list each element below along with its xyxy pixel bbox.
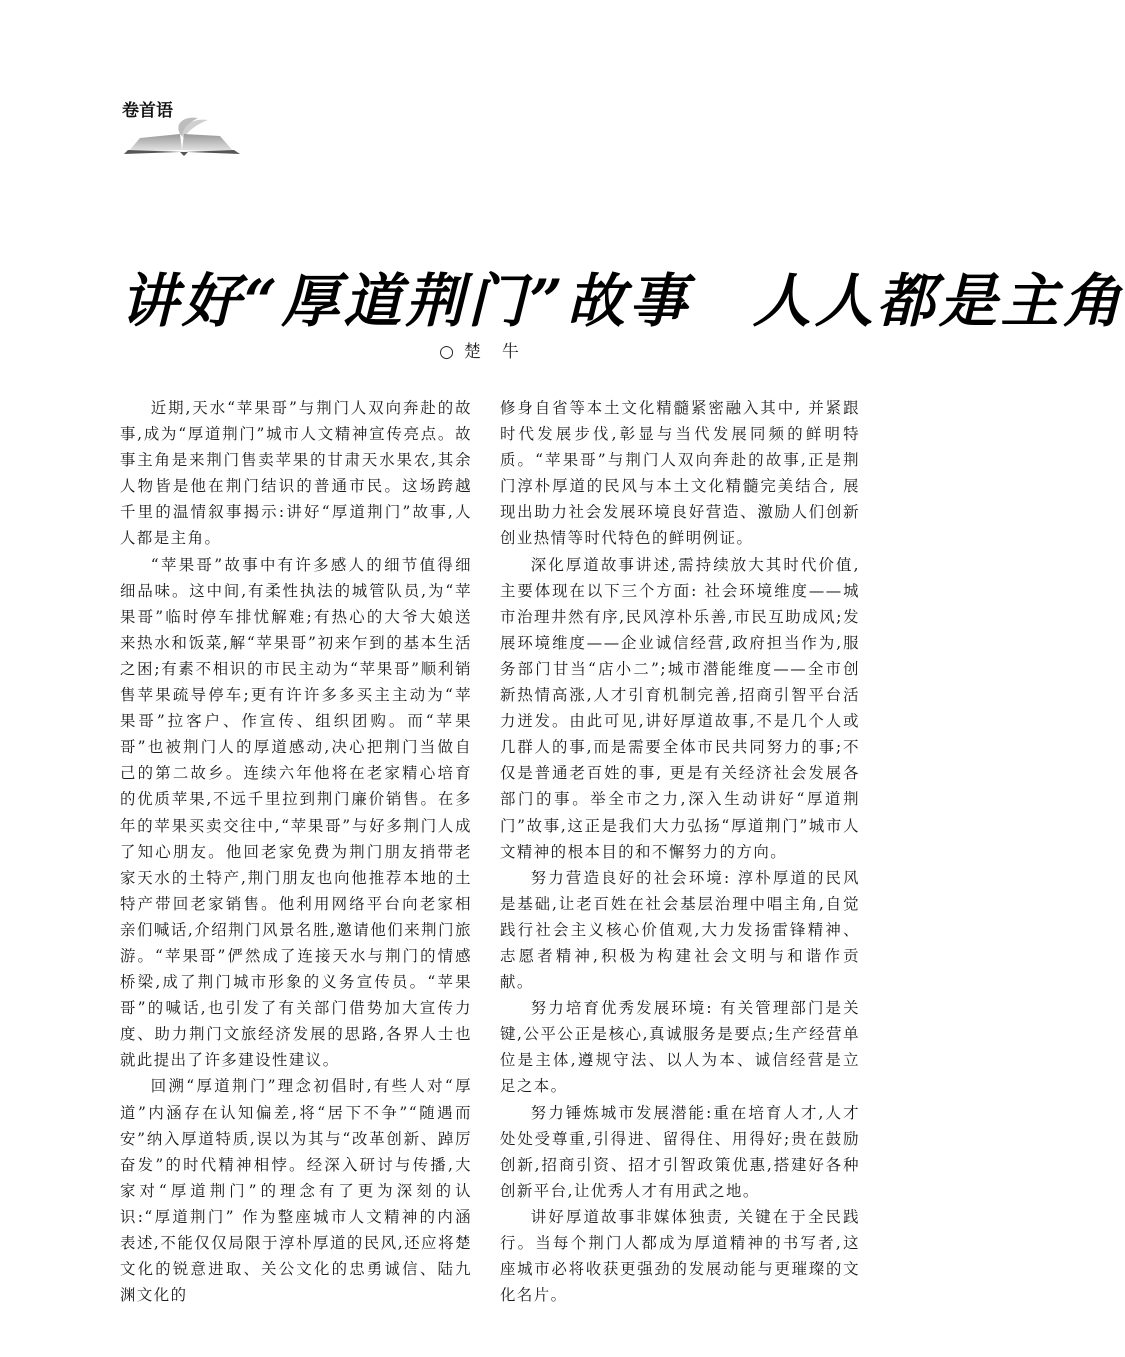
author-mark: ○ (439, 342, 456, 362)
section-label: 卷首语 (122, 101, 173, 121)
paragraph: 深化厚道故事讲述,需持续放大其时代价值,主要体现在以下三个方面: 社会环境维度——城市治理井然有序,民风淳朴乐善,市民互助成风;发展环境维度——企业诚信经营,政府担当作为,服务部门甘当“店小二”;城市潜能维度——全市创新热情高涨,人才引育机制完善,招商引智平台活力迸发。由此可见,讲好厚道故事,不是几个人或几群人的事,而是需要全体市民共同努力的事;不仅是普通老百姓的事, 更是有关经济社会发展各部门的事。举全市之力,深入生动讲好“厚道荆门”故事,这正是我们大力弘扬“厚道荆门”城市人文精神的根本目的和不懈努力的方向。 (500, 555, 860, 861)
open-book-icon (122, 112, 242, 158)
paragraph: 讲好厚道故事非媒体独责, 关键在于全民践行。当每个荆门人都成为厚道精神的书写者,这座城市必将收获更强劲的发展动能与更璀璨的文化名片。 (500, 1207, 860, 1305)
left-column (120, 395, 472, 1308)
paragraph-continued: 修身自省等本土文化精髓紧密融入其中, 并紧跟时代发展步伐,彰显与当代发展同频的鲜明特质。“苹果哥”与荆门人双向奔赴的故事,正是荆门淳朴厚道的民风与本土文化精髓完美结合, 展现出助力社会发展环境良好营造、激励人们创新创业热情等时代特色的鲜明例证。 (500, 399, 860, 548)
paragraph: “苹果哥”故事中有许多感人的细节值得细细品味。这中间,有柔性执法的城管队员,为“苹果哥”临时停车排忧解难;有热心的大爷大娘送来热水和饭菜,解“苹果哥”初来乍到的基本生活之困;有素不相识的市民主动为“苹果哥”顺利销售苹果疏导停车;更有许许多多买主主动为“苹果哥”拉客户、作宣传、组织团购。而“苹果哥”也被荆门人的厚道感动,决心把荆门当做自己的第二故乡。连续六年他将在老家精心培育的优质苹果,不远千里拉到荆门廉价销售。在多年的苹果买卖交往中,“苹果哥”与好多荆门人成了知心朋友。他回老家免费为荆门朋友捎带老家天水的土特产,荆门朋友也向他推荐本地的土特产带回老家销售。他利用网络平台向老家相亲们喊话,介绍荆门风景名胜,邀请他们来荆门旅游。“苹果哥”俨然成了连接天水与荆门的情感桥梁,成了荆门城市形象的义务宣传员。“苹果哥”的喊话,也引发了有关部门借势加大宣传力度、助力荆门文旅经济发展的思路,各界人士也就此提出了许多建设性建议。 (120, 555, 472, 1070)
article-title: 讲好“厚道荆门”故事 人人都是主角 (120, 266, 1125, 335)
paragraph: 回溯“厚道荆门”理念初倡时,有些人对“厚道”内涵存在认知偏差,将“居下不争”“随遇而安”纳入厚道特质,误以为其与“改革创新、踔厉奋发”的时代精神相悖。经深入研讨与传播,大家对“厚道荆门”的理念有了更为深刻的认识:“厚道荆门” 作为整座城市人文精神的内涵表述,不能仅仅局限于淳朴厚道的民风,还应将楚文化的锐意进取、关公文化的忠勇诚信、陆九渊文化的 (120, 1077, 472, 1305)
right-column (500, 395, 860, 1308)
paragraph: 努力营造良好的社会环境: 淳朴厚道的民风是基础,让老百姓在社会基层治理中唱主角,自觉践行社会主义核心价值观,大力发扬雷锋精神、志愿者精神,积极为构建社会文明与和谐作贡献。 (500, 868, 860, 992)
paragraph: 近期,天水“苹果哥”与荆门人双向奔赴的故事,成为“厚道荆门”城市人文精神宣传亮点。故事主角是来荆门售卖苹果的甘肃天水果农,其余人物皆是他在荆门结识的普通市民。这场跨越千里的温情叙事揭示:讲好“厚道荆门”故事,人人都是主角。 (120, 399, 472, 548)
paragraph: 努力锤炼城市发展潜能:重在培育人才,人才处处受尊重,引得进、留得住、用得好;贵在鼓励创新,招商引资、招才引智政策优惠,搭建好各种创新平台,让优秀人才有用武之地。 (500, 1103, 860, 1200)
author-name: 楚 牛 (463, 342, 521, 362)
byline (0, 337, 960, 362)
paragraph: 努力培育优秀发展环境: 有关管理部门是关键,公平公正是核心,真诚服务是要点;生产经营单位是主体,遵规守法、以人为本、诚信经营是立足之本。 (500, 999, 860, 1096)
